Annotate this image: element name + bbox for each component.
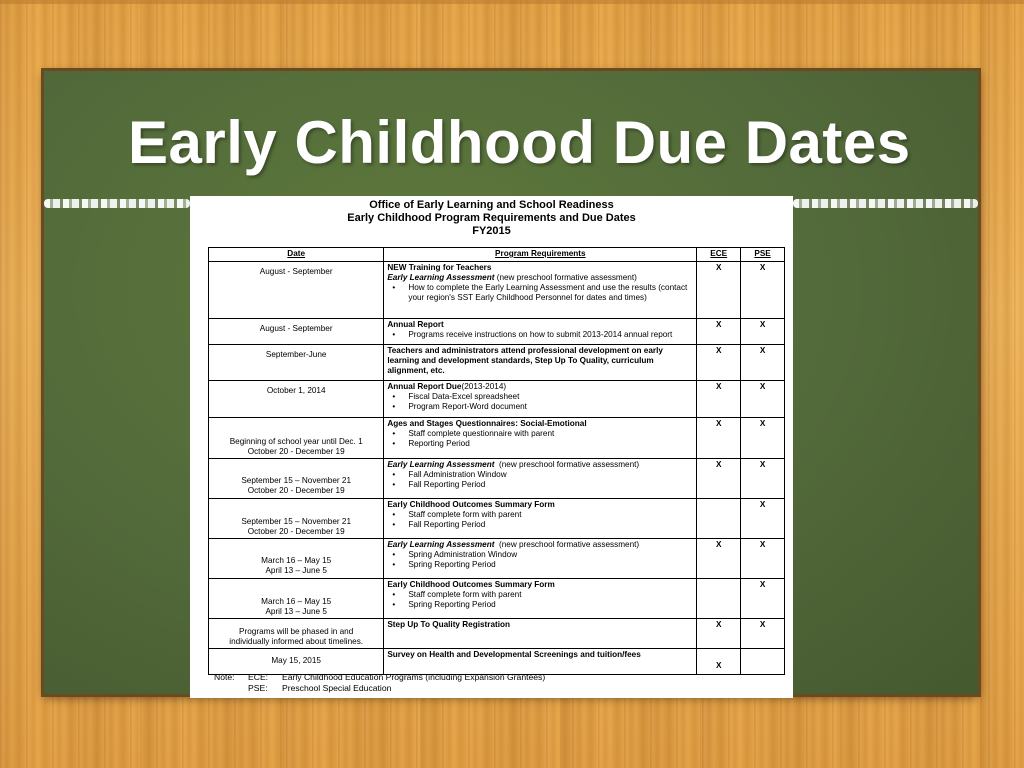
- pse-mark: X: [741, 619, 785, 649]
- table-row: [209, 579, 785, 619]
- ece-mark: X: [697, 649, 741, 675]
- date-cell: [209, 459, 384, 499]
- requirement-heading: [387, 540, 693, 550]
- bullet-text: Fall Reporting Period: [408, 480, 486, 489]
- bullet-text: Spring Reporting Period: [408, 600, 496, 609]
- pse-mark: X: [741, 345, 785, 381]
- ece-mark: [697, 579, 741, 619]
- bullet-text: Spring Reporting Period: [408, 560, 496, 569]
- date-cell: [209, 418, 384, 459]
- date-cell: [209, 649, 384, 675]
- date-text: September 15 – November 21: [241, 517, 352, 526]
- heading-text: Early Learning Assessment: [387, 540, 495, 549]
- date-text: August - September: [259, 324, 333, 333]
- table-row: [209, 619, 785, 649]
- requirement-bullet: [387, 402, 693, 412]
- table-row: [209, 649, 785, 675]
- date-text: September-June: [265, 350, 327, 359]
- heading-text: Early Learning Assessment: [387, 273, 495, 282]
- pse-mark: X: [741, 418, 785, 459]
- date-text: April 13 – June 5: [265, 607, 327, 616]
- requirement-cell: [384, 319, 697, 345]
- col-header-pse: PSE: [741, 248, 785, 262]
- date-text: March 16 – May 15: [261, 556, 332, 565]
- requirement-cell: [384, 649, 697, 675]
- bullet-text: Fall Reporting Period: [408, 520, 486, 529]
- ece-mark: X: [697, 539, 741, 579]
- requirement-bullet: [387, 510, 693, 520]
- ece-mark: X: [697, 459, 741, 499]
- col-header-date: Date: [209, 248, 384, 262]
- requirement-heading: [387, 620, 693, 630]
- col-header-ece: ECE: [697, 248, 741, 262]
- table-row: [209, 262, 785, 319]
- requirements-table: [208, 247, 785, 675]
- pse-mark: X: [741, 499, 785, 539]
- requirement-heading: [387, 460, 693, 470]
- heading-text: Early Learning Assessment: [387, 460, 495, 469]
- heading-text: Step Up To Quality Registration: [387, 620, 511, 629]
- heading-suffix: (new preschool formative assessment): [494, 540, 640, 549]
- table-row: [209, 345, 785, 381]
- slide-title: Early Childhood Due Dates: [128, 109, 911, 176]
- date-cell: [209, 619, 384, 649]
- document-title: Early Childhood Program Requirements and Due Dates: [347, 212, 636, 224]
- note-label: Note:: [214, 672, 235, 682]
- requirement-heading: [387, 320, 693, 330]
- date-cell: [209, 579, 384, 619]
- requirement-cell: [384, 345, 697, 381]
- date-cell: [209, 345, 384, 381]
- requirement-bullet: [387, 480, 693, 490]
- heading-text: NEW Training for Teachers: [387, 263, 492, 272]
- chalk-line-right: [793, 199, 978, 208]
- date-cell: [209, 539, 384, 579]
- requirement-bullet: [387, 600, 693, 610]
- office-name: Office of Early Learning and School Readiness: [369, 199, 614, 211]
- heading-suffix: (2013-2014): [461, 382, 507, 391]
- pse-mark: X: [741, 319, 785, 345]
- requirement-bullet: [387, 520, 693, 530]
- requirement-cell: [384, 262, 697, 319]
- requirement-heading: [387, 346, 693, 376]
- heading-text: Ages and Stages Questionnaires: Social-Emotional: [387, 419, 587, 428]
- bullet-text: Reporting Period: [408, 439, 470, 448]
- pse-mark: [741, 649, 785, 675]
- requirement-cell: [384, 381, 697, 418]
- table-row: [209, 499, 785, 539]
- heading-text: Teachers and administrators attend professional development on early learning and development standards, Step Up To Quality, curriculum alignment, etc.: [387, 346, 663, 375]
- date-text: April 13 – June 5: [265, 566, 327, 575]
- requirement-bullet: [387, 283, 693, 303]
- date-cell: [209, 262, 384, 319]
- heading-text: Early Childhood Outcomes Summary Form: [387, 500, 555, 509]
- requirement-heading: [387, 419, 693, 429]
- footnote: [214, 672, 545, 694]
- due-dates-document: [190, 196, 793, 698]
- requirement-heading: [387, 273, 693, 283]
- bullet-text: Programs receive instructions on how to submit 2013-2014 annual report: [408, 330, 673, 339]
- note-value: Early Childhood Education Programs (including Expansion Grantees): [282, 672, 546, 682]
- fiscal-year: FY2015: [472, 225, 511, 237]
- requirement-bullet: [387, 330, 693, 340]
- ece-mark: X: [697, 381, 741, 418]
- requirement-bullet: [387, 429, 693, 439]
- table-row: [209, 539, 785, 579]
- date-text: October 20 - December 19: [247, 447, 345, 456]
- requirement-heading: [387, 580, 693, 590]
- bullet-text: Staff complete form with parent: [408, 590, 522, 599]
- date-text: Programs will be phased in and: [239, 627, 354, 636]
- date-text: March 16 – May 15: [261, 597, 332, 606]
- ece-mark: X: [697, 319, 741, 345]
- pse-mark: X: [741, 539, 785, 579]
- requirement-cell: [384, 459, 697, 499]
- bullet-text: Staff complete questionnaire with parent: [408, 429, 555, 438]
- requirement-heading: [387, 650, 693, 660]
- pse-mark: X: [741, 579, 785, 619]
- table-row: [209, 381, 785, 418]
- requirement-bullet: [387, 470, 693, 480]
- requirement-cell: [384, 539, 697, 579]
- requirement-bullet: [387, 439, 693, 449]
- date-text: October 20 - December 19: [247, 486, 345, 495]
- note-value: Preschool Special Education: [282, 683, 392, 693]
- wood-frame-edge: [0, 0, 1024, 4]
- pse-mark: X: [741, 262, 785, 319]
- requirement-cell: [384, 418, 697, 459]
- heading-suffix: (new preschool formative assessment): [494, 460, 640, 469]
- heading-text: Annual Report Due: [387, 382, 462, 391]
- date-text: Beginning of school year until Dec. 1: [229, 437, 363, 446]
- date-text: September 15 – November 21: [241, 476, 352, 485]
- date-text: October 1, 2014: [266, 386, 326, 395]
- bullet-text: Spring Administration Window: [408, 550, 518, 559]
- ece-mark: X: [697, 418, 741, 459]
- heading-text: Early Childhood Outcomes Summary Form: [387, 580, 555, 589]
- table-row: [209, 319, 785, 345]
- date-cell: [209, 381, 384, 418]
- date-text: individually informed about timelines.: [229, 637, 364, 646]
- ece-mark: X: [697, 262, 741, 319]
- bullet-text: Staff complete form with parent: [408, 510, 522, 519]
- bullet-text: Program Report-Word document: [408, 402, 527, 411]
- requirement-cell: [384, 579, 697, 619]
- heading-suffix: (new preschool formative assessment): [494, 273, 637, 282]
- requirement-bullet: [387, 550, 693, 560]
- requirement-cell: [384, 499, 697, 539]
- chalk-line-left: [44, 199, 190, 208]
- heading-text: Annual Report: [387, 320, 444, 329]
- bullet-text: Fiscal Data-Excel spreadsheet: [408, 392, 520, 401]
- note-key: ECE:: [248, 672, 269, 682]
- requirement-heading: [387, 263, 693, 273]
- note-key: PSE:: [248, 683, 268, 693]
- heading-text: Survey on Health and Developmental Screenings and tuition/fees: [387, 650, 641, 659]
- bullet-text: Fall Administration Window: [408, 470, 507, 479]
- date-cell: [209, 319, 384, 345]
- requirement-bullet: [387, 392, 693, 402]
- pse-mark: X: [741, 459, 785, 499]
- date-text: August - September: [259, 267, 333, 276]
- requirement-cell: [384, 619, 697, 649]
- col-header-requirements: Program Requirements: [384, 248, 697, 262]
- note-line: [214, 683, 545, 694]
- table-row: [209, 459, 785, 499]
- date-text: May 15, 2015: [271, 656, 321, 665]
- requirement-bullet: [387, 560, 693, 570]
- table-row: [209, 418, 785, 459]
- ece-mark: X: [697, 619, 741, 649]
- table-header-row: [209, 248, 785, 262]
- requirement-bullet: [387, 590, 693, 600]
- requirement-heading: [387, 500, 693, 510]
- note-line: [214, 672, 545, 683]
- ece-mark: [697, 499, 741, 539]
- requirement-heading: [387, 382, 693, 392]
- ece-mark: X: [697, 345, 741, 381]
- document-header: [190, 199, 793, 238]
- bullet-text: How to complete the Early Learning Assessment and use the results (contact your region's SST Early Childhood Personnel for dates and times): [408, 283, 688, 302]
- date-cell: [209, 499, 384, 539]
- date-text: October 20 - December 19: [247, 527, 345, 536]
- pse-mark: X: [741, 381, 785, 418]
